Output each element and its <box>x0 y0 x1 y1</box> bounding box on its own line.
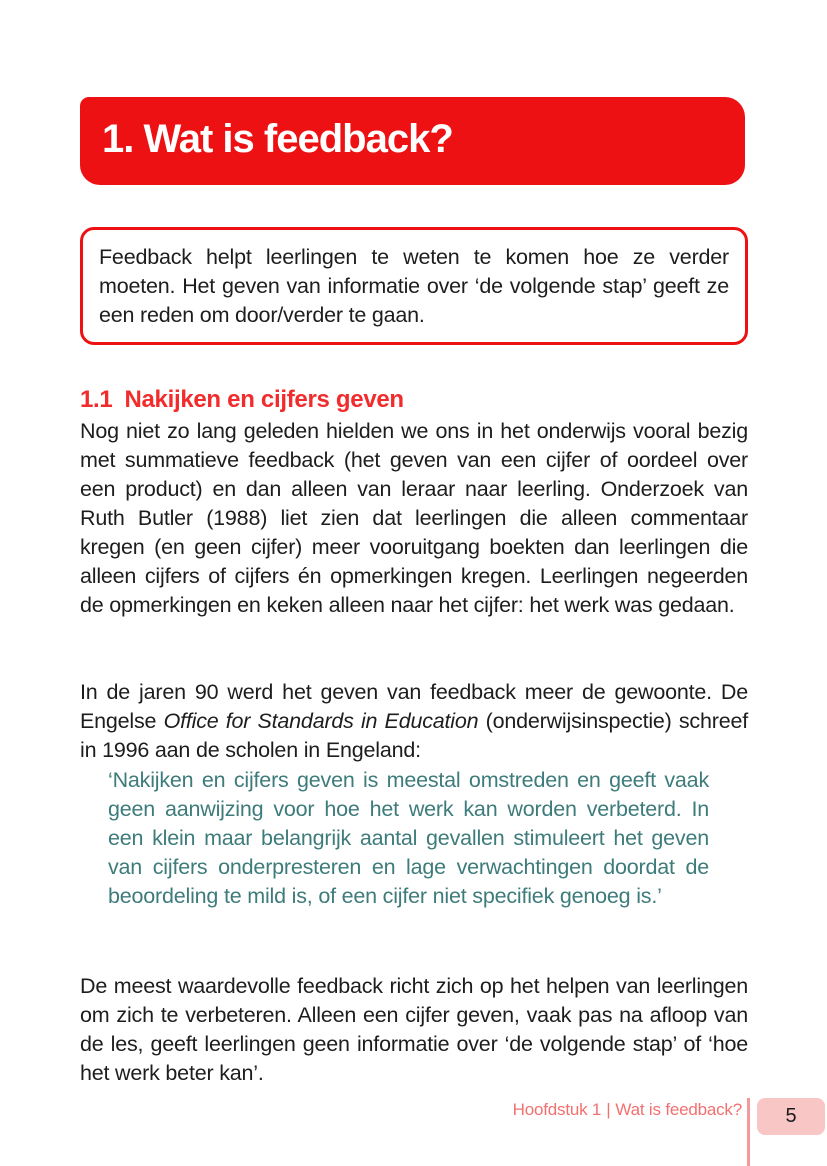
section-title: Nakijken en cijfers geven <box>124 386 404 413</box>
footer-chapter-title: Wat is feedback? <box>615 1100 742 1119</box>
paragraph-ofsted-tail: (onderwijsinspectie) schreef in 1996 aan de scholen in Engeland: <box>80 709 748 762</box>
page-number-badge <box>757 1098 825 1135</box>
paragraph-ofsted-lead: In de jaren 90 werd het geven van feedback meer de gewoonte. De Engelse <box>80 680 748 733</box>
intro-box <box>80 227 748 345</box>
footer-divider-line <box>747 1098 750 1166</box>
paragraph-ofsted <box>80 678 748 765</box>
running-footer <box>513 1100 742 1120</box>
ofsted-quote: ‘Nakijken en cijfers geven is meestal omstreden en geeft vaak geen aanwijzing voor hoe het werk kan worden verbeterd. In een klein maar belangrijk aantal gevallen stimuleert het geven van cijfers onderpresteren en lage verwachtingen doordat de beoordeling te mild is, of een cijfer niet specifiek genoeg is.’ <box>108 768 709 908</box>
page-number: 5 <box>785 1105 797 1127</box>
paragraph-valuable-feedback: De meest waardevolle feedback richt zich op het helpen van leerlingen om zich te verbeteren. Alleen een cijfer geven, vaak pas na afloop van de les, geeft leerlingen geen informatie over ‘de volgende stap’ of ‘hoe het werk beter kan’. <box>80 974 748 1085</box>
ofsted-name-italic: Office for Standards in Education <box>163 709 479 733</box>
footer-chapter-label: Hoofdstuk 1 <box>512 1100 602 1119</box>
paragraph-summative-feedback: Nog niet zo lang geleden hielden we ons in het onderwijs vooral bezig met summatieve feedback (het geven van een cijfer of oordeel over een product) en dan alleen van leraar naar leerling. Onderzoek van Ruth Butler (1988) liet zien dat leerlingen die alleen commentaar kregen (en geen cijfer) meer vooruitgang boekten dan leerlingen die alleen cijfers of cijfers én opmerkingen kregen. Leerlingen negeerden de opmerkingen en keken alleen naar het cijfer: het werk was gedaan. <box>80 419 748 617</box>
chapter-banner <box>80 97 745 185</box>
section-heading <box>80 386 404 414</box>
chapter-title: 1. Wat is feedback? <box>102 116 453 161</box>
intro-box-text: Feedback helpt leerlingen te weten te komen hoe ze verder moeten. Het geven van informatie over ‘de volgende stap’ geeft ze een reden om door/verder te gaan. <box>99 245 729 327</box>
section-number: 1.1 <box>80 386 113 413</box>
footer-separator: | <box>606 1100 611 1119</box>
